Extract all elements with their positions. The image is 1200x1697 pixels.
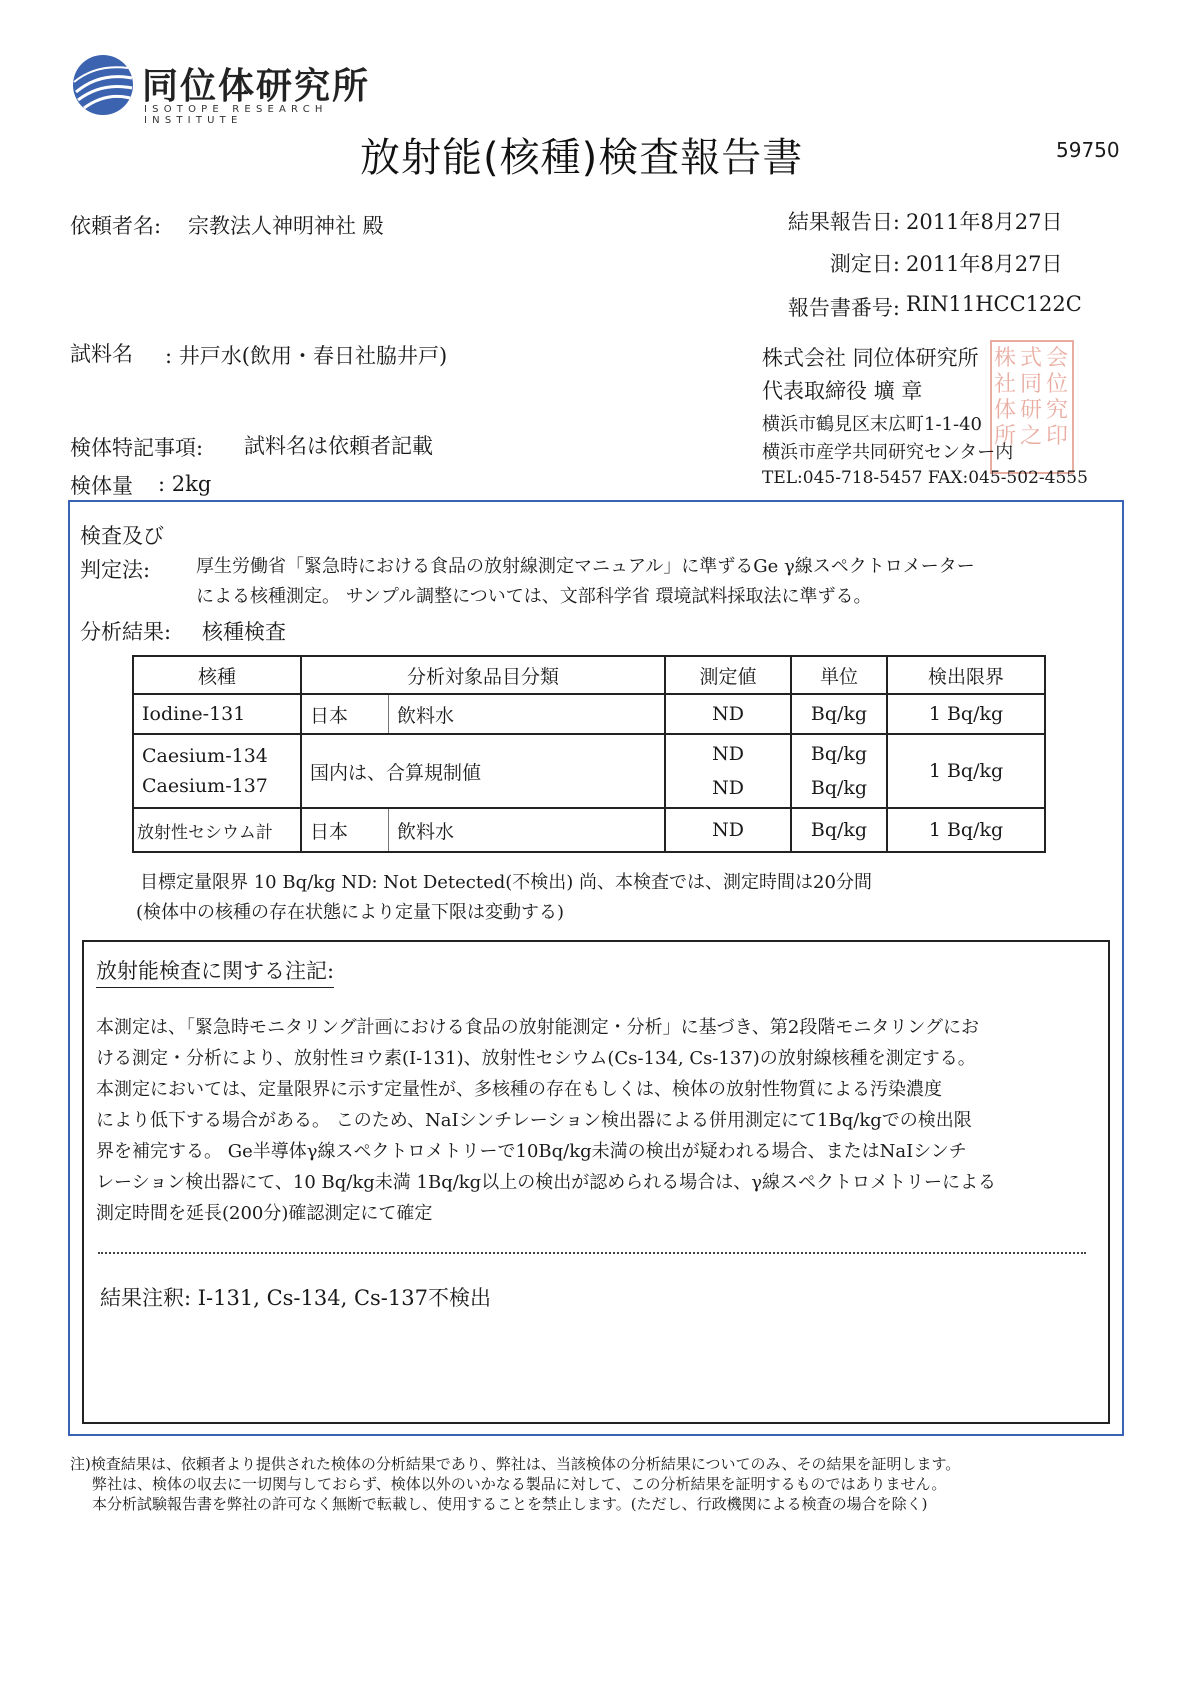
notes-line: ける測定・分析により、放射性ヨウ素(I-131)、放射性セシウム(Cs-134, Cs-137)の放射線核種を測定する。	[96, 1048, 976, 1069]
sample-amount-value: : 2kg	[158, 472, 212, 496]
header-unit: 単位	[791, 656, 887, 694]
seal-char: 株	[993, 346, 1016, 371]
measure-date-label: 測定日:	[829, 252, 900, 276]
cell-limit: 1 Bq/kg	[887, 808, 1045, 852]
cell-category-a: 日本	[301, 694, 389, 734]
header-category: 分析対象品目分類	[301, 656, 665, 694]
company-contact: TEL:045-718-5457 FAX:045-502-4555	[762, 468, 1088, 488]
result-remark: 結果注釈: I-131, Cs-134, Cs-137不検出	[100, 1286, 491, 1310]
notes-line: により低下する場合がある。 このため、NaIシンチレーション検出器による併用測定にて1Bq/kgでの検出限	[96, 1110, 972, 1131]
analysis-label: 分析結果:	[80, 620, 172, 644]
cell-category-b: 飲料水	[389, 808, 666, 852]
disclaimer-line: 弊社は、検体の収去に一切関与しておらず、検体以外のいかなる製品に対して、この分析結果を証明するものではありません。	[92, 1475, 947, 1493]
disclaimer-line: 本分析試験報告書を弊社の許可なく無断で転載し、使用することを禁止します。(ただし、行政機関による検査の場合を除く)	[92, 1495, 928, 1513]
notes-line: レーション検出器にて、10 Bq/kg未満 1Bq/kg以上の検出が認められる場合は、γ線スペクトロメトリーによる	[96, 1172, 996, 1193]
table-row	[133, 808, 1045, 852]
notes-heading: 放射能検査に関する注記:	[96, 955, 334, 988]
results-table	[132, 655, 1046, 853]
cell-nuclide-a: Caesium-134	[142, 745, 268, 767]
header-value: 測定値	[665, 656, 791, 694]
report-number-label: 報告書番号:	[787, 296, 900, 320]
method-label-2: 判定法:	[80, 558, 151, 582]
seal-char: 社	[993, 372, 1016, 397]
seal-char: 体	[993, 398, 1016, 423]
notes-line: 本測定は、「緊急時モニタリング計画における食品の放射能測定・分析」に基づき、第2段階モニタリングにお	[96, 1017, 980, 1038]
logo-name: 同位体研究所	[142, 66, 371, 107]
cell-nuclide: 放射性セシウム計	[133, 808, 301, 852]
report-date-label: 結果報告日:	[787, 210, 900, 234]
seal-char: 研	[1019, 398, 1042, 423]
cell-category: 国内は、合算規制値	[301, 734, 665, 808]
header-limit: 検出限界	[887, 656, 1045, 694]
table-header-row	[133, 656, 1045, 694]
analysis-value: 核種検査	[202, 620, 286, 644]
document-number: 59750	[1056, 138, 1120, 162]
footnote-line-2: (検体中の核種の存在状態により定量下限は変動する)	[136, 902, 565, 923]
client-label: 依頼者名:	[70, 214, 162, 238]
cell-value-a: ND	[712, 743, 744, 765]
seal-char: 会	[1045, 346, 1068, 371]
notes-line: 界を補完する。 Ge半導体γ線スペクトロメトリーで10Bq/kg未満の検出が疑われる場合、またはNaIシンチ	[96, 1141, 967, 1162]
seal-char: 所	[993, 424, 1016, 449]
cell-unit: Bq/kg	[791, 808, 887, 852]
disclaimer-line: 注)検査結果は、依頼者より提供された検体の分析結果であり、弊社は、当該検体の分析結果についてのみ、その結果を証明します。	[70, 1455, 961, 1473]
report-date-value: 2011年8月27日	[906, 210, 1063, 234]
company-address-1: 横浜市鶴見区末広町1-1-40	[762, 414, 982, 435]
notes-body	[96, 1012, 996, 1229]
notes-line: 測定時間を延長(200分)確認測定にて確定	[96, 1203, 433, 1224]
cell-value-b: ND	[712, 777, 744, 799]
disclaimer	[70, 1454, 960, 1514]
company-name: 株式会社 同位体研究所	[762, 346, 979, 370]
footnote-line-1: 目標定量限界 10 Bq/kg ND: Not Detected(不検出) 尚、本検査では、測定時間は20分間	[140, 872, 872, 893]
measure-date-value: 2011年8月27日	[906, 252, 1063, 276]
cell-unit-a: Bq/kg	[810, 743, 868, 765]
seal-char: 同	[1019, 372, 1042, 397]
logo-subtitle: ISOTOPE RESEARCH INSTITUTE	[144, 104, 328, 126]
table-row	[133, 694, 1045, 734]
company-representative: 代表取締役 壙 章	[762, 379, 923, 403]
header-nuclide: 核種	[133, 656, 301, 694]
sample-name-label: 試料名	[70, 342, 133, 366]
notes-divider	[98, 1252, 1086, 1254]
sample-remarks-label: 検体特記事項:	[70, 436, 204, 460]
seal-char: 位	[1045, 372, 1068, 397]
cell-unit-b: Bq/kg	[810, 777, 868, 799]
cell-nuclide-b: Caesium-137	[142, 775, 268, 797]
cell-limit: 1 Bq/kg	[887, 734, 1045, 808]
cell-value: ND	[665, 808, 791, 852]
cell-nuclide: Iodine-131	[133, 694, 301, 734]
logo-sphere-icon	[70, 52, 136, 118]
method-text-2: による核種測定。 サンプル調整については、文部科学省 環境試料採取法に準ずる。	[196, 586, 872, 607]
sample-remarks-value: 試料名は依頼者記載	[244, 434, 433, 458]
cell-value: ND	[665, 694, 791, 734]
sample-name-value: : 井戸水(飲用・春日社脇井戸)	[165, 344, 448, 368]
seal-char: 印	[1045, 424, 1068, 449]
seal-char: 究	[1045, 398, 1068, 423]
method-label-1: 検査及び	[80, 524, 164, 548]
cell-category-a: 日本	[301, 808, 389, 852]
method-text-1: 厚生労働省「緊急時における食品の放射線測定マニュアル」に準ずるGe γ線スペクトロメーター	[196, 556, 975, 577]
report-number-value: RIN11HCC122C	[906, 292, 1082, 316]
document-title: 放射能(核種)検査報告書	[360, 135, 804, 181]
notes-line: 本測定においては、定量限界に示す定量性が、多核種の存在もしくは、検体の放射性物質による汚染濃度	[96, 1079, 942, 1100]
cell-limit: 1 Bq/kg	[887, 694, 1045, 734]
company-address-2: 横浜市産学共同研究センター内	[762, 442, 1014, 463]
table-row	[133, 734, 1045, 808]
cell-category-b: 飲料水	[389, 694, 666, 734]
client-value: 宗教法人神明神社 殿	[188, 214, 384, 238]
seal-char: 式	[1019, 346, 1042, 371]
seal-char: 之	[1019, 424, 1042, 449]
cell-unit: Bq/kg	[791, 694, 887, 734]
sample-amount-label: 検体量	[70, 474, 133, 498]
logo	[70, 52, 371, 126]
